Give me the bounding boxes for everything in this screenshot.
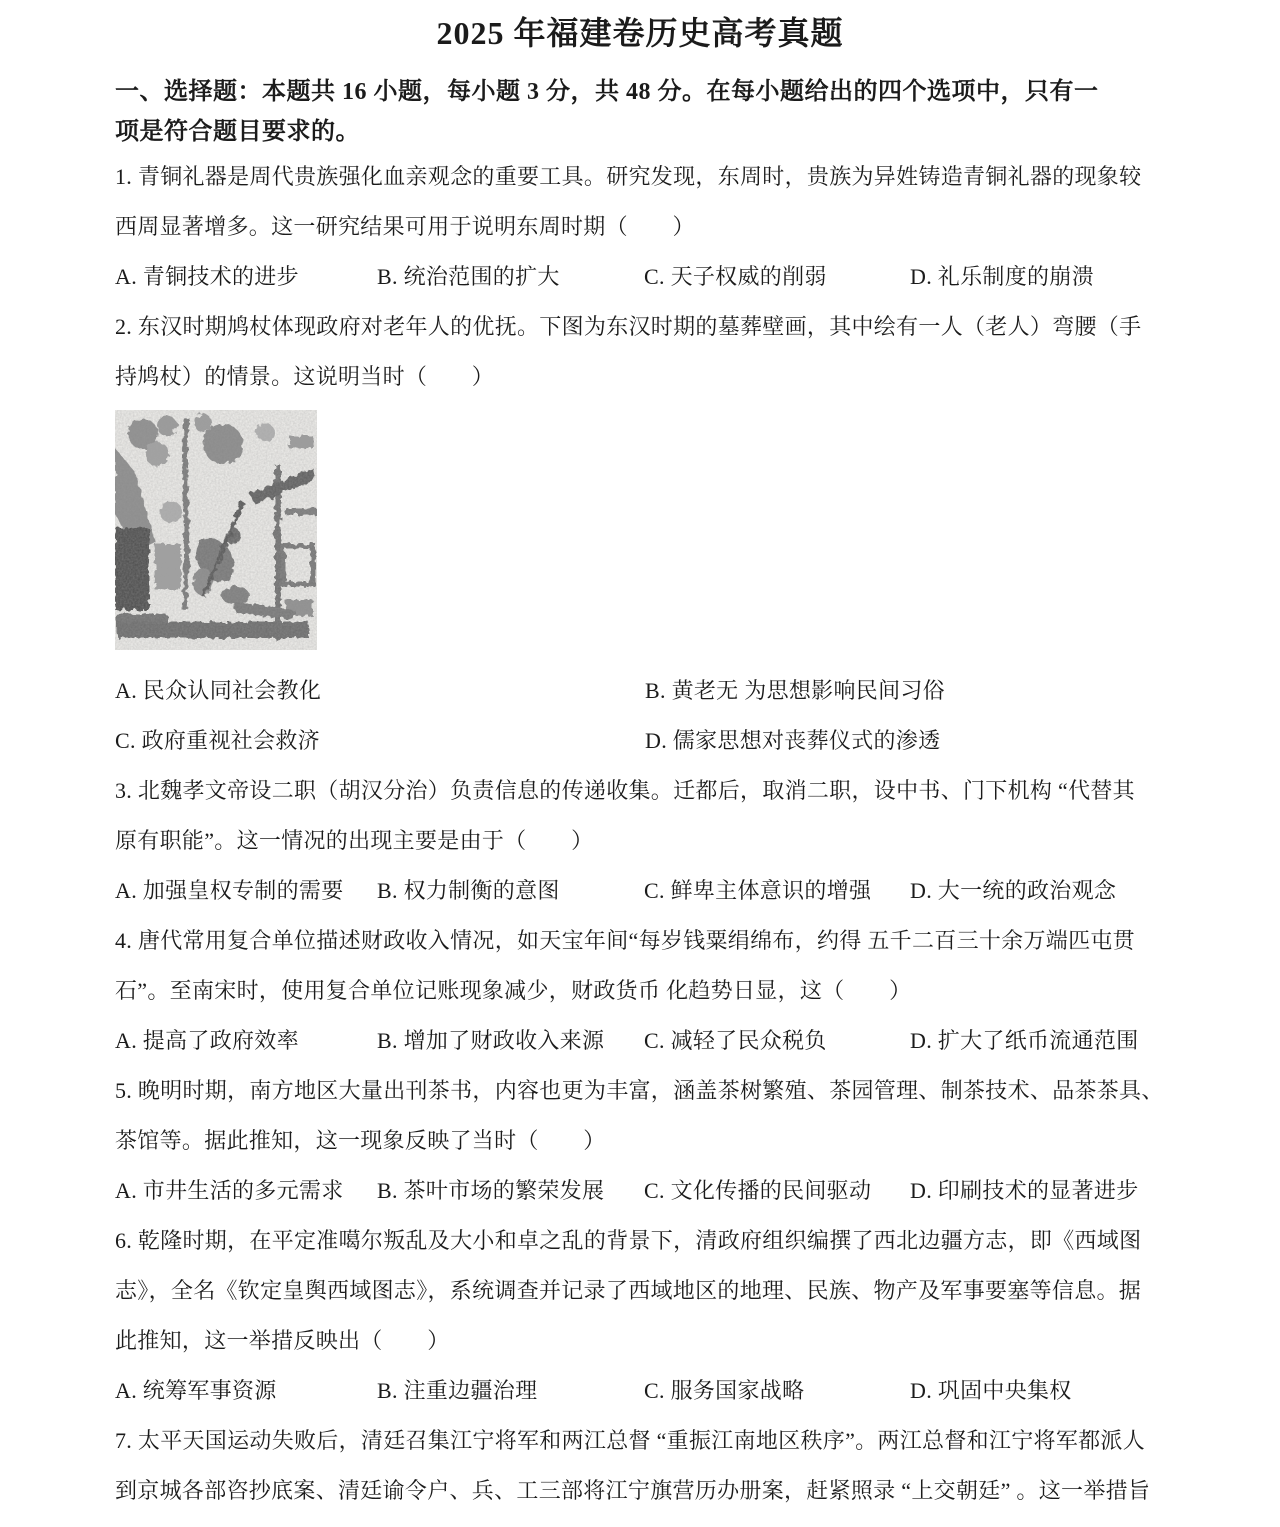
tomb-mural-image — [115, 410, 317, 650]
option-b: B. 统治范围的扩大 — [377, 264, 560, 289]
option-a: A. 提高了政府效率 — [115, 1028, 299, 1053]
option-a: A. 加强皇权专制的需要 — [115, 878, 344, 903]
option-d: D. 印刷技术的显著进步 — [910, 1178, 1139, 1203]
question-text-line: 4. 唐代常用复合单位描述财政收入情况，如天宝年间“每岁钱粟绢绵布，约得 五千二百三十余万端匹屯贯 — [115, 928, 1135, 953]
options-row — [115, 1166, 1165, 1216]
section-instructions — [115, 72, 1165, 152]
options-row — [115, 1366, 1165, 1416]
question-text-line: 5. 晚明时期，南方地区大量出刊茶书，内容也更为丰富，涵盖茶树繁殖、茶园管理、制茶技术、品茶茶具、 — [115, 1078, 1164, 1103]
question-text-line: 7. 太平天国运动失败后，清廷召集江宁将军和两江总督 “重振江南地区秩序”。两江总督和江宁将军都派人 — [115, 1428, 1146, 1453]
question-2 — [115, 302, 1165, 766]
question-text-line: 西周显著增多。这一研究结果可用于说明东周时期（ ） — [115, 214, 695, 239]
question-text-line: 原有职能”。这一情况的出现主要是由于（ ） — [115, 828, 594, 853]
options-grid — [115, 666, 1165, 766]
option-c: C. 天子权威的削弱 — [644, 264, 827, 289]
option-a: A. 统筹军事资源 — [115, 1378, 277, 1403]
option-b: B. 茶叶市场的繁荣发展 — [377, 1178, 605, 1203]
option-b: B. 权力制衡的意图 — [377, 878, 560, 903]
question-text-line: 持鸠杖）的情景。这说明当时（ ） — [115, 364, 495, 389]
option-d: D. 巩固中央集权 — [910, 1378, 1072, 1403]
option-a: A. 青铜技术的进步 — [115, 264, 299, 289]
question-5 — [115, 1066, 1165, 1216]
option-c: C. 政府重视社会救济 — [115, 728, 320, 753]
question-text-line: 1. 青铜礼器是周代贵族强化血亲观念的重要工具。研究发现，东周时，贵族为异姓铸造青铜礼器的现象较 — [115, 164, 1142, 189]
question-text-line: 石”。至南宋时，使用复合单位记账现象减少，财政货币 化趋势日显，这（ ） — [115, 978, 912, 1003]
options-row — [115, 866, 1165, 916]
option-d: D. 礼乐制度的崩溃 — [910, 264, 1094, 289]
option-b: B. 黄老无 为思想影响民间习俗 — [645, 678, 945, 703]
option-d: D. 大一统的政治观念 — [910, 878, 1117, 903]
option-b: B. 增加了财政收入来源 — [377, 1028, 605, 1053]
question-text-line: 志》，全名《钦定皇舆西域图志》，系统调查并记录了西域地区的地理、民族、物产及军事要塞等信息。据 — [115, 1278, 1142, 1303]
section-instructions-line: 一、选择题：本题共 16 小题，每小题 3 分，共 48 分。在每小题给出的四个选项中，只有一 — [115, 79, 1099, 105]
option-d: D. 儒家思想对丧葬仪式的渗透 — [645, 728, 941, 753]
question-7 — [115, 1416, 1165, 1516]
option-c: C. 文化传播的民间驱动 — [644, 1178, 872, 1203]
option-d: D. 扩大了纸币流通范围 — [910, 1028, 1139, 1053]
question-1 — [115, 152, 1165, 302]
question-text-line: 此推知，这一举措反映出（ ） — [115, 1328, 450, 1353]
option-c: C. 服务国家战略 — [644, 1378, 805, 1403]
options-row — [115, 1016, 1165, 1066]
question-4 — [115, 916, 1165, 1066]
option-a: A. 市井生活的多元需求 — [115, 1178, 344, 1203]
question-text-line: 6. 乾隆时期，在平定准噶尔叛乱及大小和卓之乱的背景下，清政府组织编撰了西北边疆方志，即《西域图 — [115, 1228, 1142, 1253]
question-text-line: 茶馆等。据此推知，这一现象反映了当时（ ） — [115, 1128, 606, 1153]
option-b: B. 注重边疆治理 — [377, 1378, 538, 1403]
question-text-line: 3. 北魏孝文帝设二职（胡汉分治）负责信息的传递收集。迁都后，取消二职，设中书、门下机构 “代替其 — [115, 778, 1135, 803]
question-text-line: 到京城各部咨抄底案、清廷谕令户、兵、工三部将江宁旗营历办册案，赶紧照录 “上交朝廷” 。这一举措旨 — [115, 1478, 1151, 1503]
option-c: C. 减轻了民众税负 — [644, 1028, 827, 1053]
option-a: A. 民众认同社会教化 — [115, 678, 322, 703]
question-text-line: 2. 东汉时期鸠杖体现政府对老年人的优抚。下图为东汉时期的墓葬壁画，其中绘有一人（老人）弯腰（手 — [115, 314, 1142, 339]
question-6 — [115, 1216, 1165, 1416]
page-title: 2025 年福建卷历史高考真题 — [436, 15, 844, 51]
section-instructions-line: 项是符合题目要求的。 — [115, 119, 360, 145]
option-c: C. 鲜卑主体意识的增强 — [644, 878, 872, 903]
options-row — [115, 252, 1165, 302]
question-3 — [115, 766, 1165, 916]
